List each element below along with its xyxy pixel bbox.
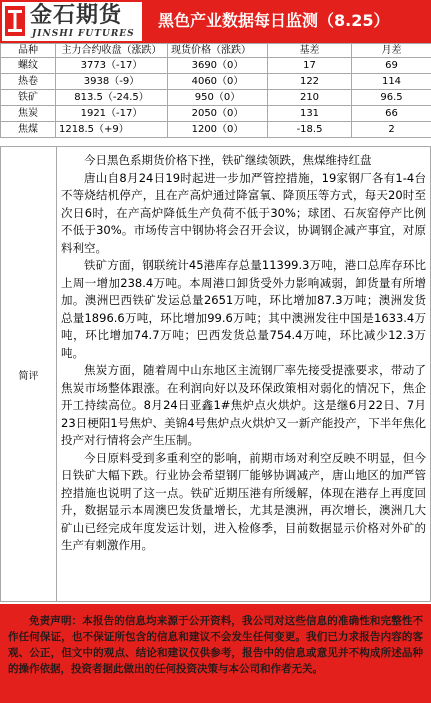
column-header-futures: 主力合约收盘（涨跌） <box>56 44 168 58</box>
report-title: 黑色产业数据每日监测（8.25） <box>158 11 390 30</box>
comment-paragraph: 今日原料受到多重利空的影响，前期市场对利空反映不明显，但今日铁矿大幅下跌。行业协会希望钢厂能够协调减产，唐山地区的加严管控措施也说明了这一点。铁矿近期压港有所缓解，体现在港存上再度回升，数据显示本周澳巴发货量增长，尤其是澳洲，再次增长，澳洲几大矿山已经完成年度发运计划，进入检修季，目前数据显示价格对外矿的生产有刺激作用。 <box>61 450 426 552</box>
product-name: 螺纹 <box>1 58 56 74</box>
company-logo <box>2 2 142 41</box>
price-table <box>0 43 431 138</box>
report-header <box>0 0 431 43</box>
spread-value: 2 <box>352 122 431 138</box>
column-header-basis: 基差 <box>268 44 352 58</box>
spot-price: 2050（0） <box>168 106 268 122</box>
comment-paragraph: 今日黑色系期货价格下挫，铁矿继续领跌，焦煤维持红盘 <box>84 153 372 167</box>
futures-close: 1921（-17） <box>56 106 168 122</box>
disclaimer-text: 免责声明：本报告的信息均来源于公开资料，我公司对这些信息的准确性和完整性不作任何保证，也不保证所包含的信息和建议不会发生任何变更。我们已力求报告内容的客观、公正，但文中的观点、结论和建议仅供参考，报告中的信息或意见并不构成所述品种的操作依据，投资者据此做出的任何投资决策与本公司和作者无关。 <box>8 615 423 675</box>
column-header-spot: 现货价格（涨跌） <box>168 44 268 58</box>
basis-value: -18.5 <box>268 122 352 138</box>
column-header-spread: 月差 <box>352 44 431 58</box>
table-row <box>1 58 431 74</box>
comment-label: 简评 <box>1 147 57 601</box>
logo-chinese-name: 金石期货 <box>30 3 123 28</box>
comment-section <box>0 146 431 602</box>
basis-value: 131 <box>268 106 352 122</box>
table-row <box>1 122 431 138</box>
comment-paragraph: 唐山自8月24日19时起进一步加严管控措施，19家钢厂各有1-4台不等烧结机停产，且在产高炉通过降富氧、降顶压等方式，每天20时至次日6时，在产高炉降低生产负荷不低于30%；球团、石灰窑停产比例不低于30%。市场传言中钢协将会召开会议，协调钢企减产事宜，对原料利空。 <box>61 170 426 255</box>
spread-value: 66 <box>352 106 431 122</box>
comment-body <box>61 152 426 555</box>
basis-value: 122 <box>268 74 352 90</box>
spot-price: 3690（0） <box>168 58 268 74</box>
spot-price: 4060（0） <box>168 74 268 90</box>
column-header-product: 品种 <box>1 44 56 58</box>
futures-close: 3938（-9） <box>56 74 168 90</box>
product-name: 铁矿 <box>1 90 56 106</box>
table-row <box>1 74 431 90</box>
product-name: 热卷 <box>1 74 56 90</box>
disclaimer-box <box>0 604 431 703</box>
table-row <box>1 106 431 122</box>
logo-english-name: JINSHI FUTURES <box>32 29 135 39</box>
basis-value: 17 <box>268 58 352 74</box>
product-name: 焦炭 <box>1 106 56 122</box>
logo-mark-icon <box>5 6 25 36</box>
futures-close: 1218.5（+9） <box>56 122 168 138</box>
spot-price: 1200（0） <box>168 122 268 138</box>
table-row <box>1 90 431 106</box>
futures-close: 813.5（-24.5） <box>56 90 168 106</box>
basis-value: 210 <box>268 90 352 106</box>
spread-value: 69 <box>352 58 431 74</box>
table-header-row <box>1 44 431 58</box>
futures-close: 3773（-17） <box>56 58 168 74</box>
spot-price: 950（0） <box>168 90 268 106</box>
comment-paragraph: 铁矿方面，钢联统计45港库存总量11399.3万吨，港口总库存环比上周一增加238.4万吨。本周港口卸货受外力影响减弱，卸货量有所增加。澳洲巴西铁矿发运总量2651万吨，环比增加87.3万吨；澳洲发货总量1896.6万吨，环比增加99.6万吨；其中澳洲发往中国是1633.4万吨，环比增加74.7万吨；巴西发货总量754.4万吨，环比减少12.3万吨。 <box>61 258 426 360</box>
spread-value: 114 <box>352 74 431 90</box>
comment-paragraph: 焦炭方面，随着周中山东地区主流钢厂率先接受提涨要求，带动了焦炭市场整体跟涨。在利润向好以及环保政策相对弱化的情况下，焦企开工持续高位。8月24日亚鑫1#焦炉点火烘炉。这是继6月22日、7月23日梗阳1号焦炉、美锦4号焦炉点火烘炉又一新产能投产，下半年焦化投产对行情将会产生压制。 <box>61 363 426 447</box>
product-name: 焦煤 <box>1 122 56 138</box>
spread-value: 96.5 <box>352 90 431 106</box>
